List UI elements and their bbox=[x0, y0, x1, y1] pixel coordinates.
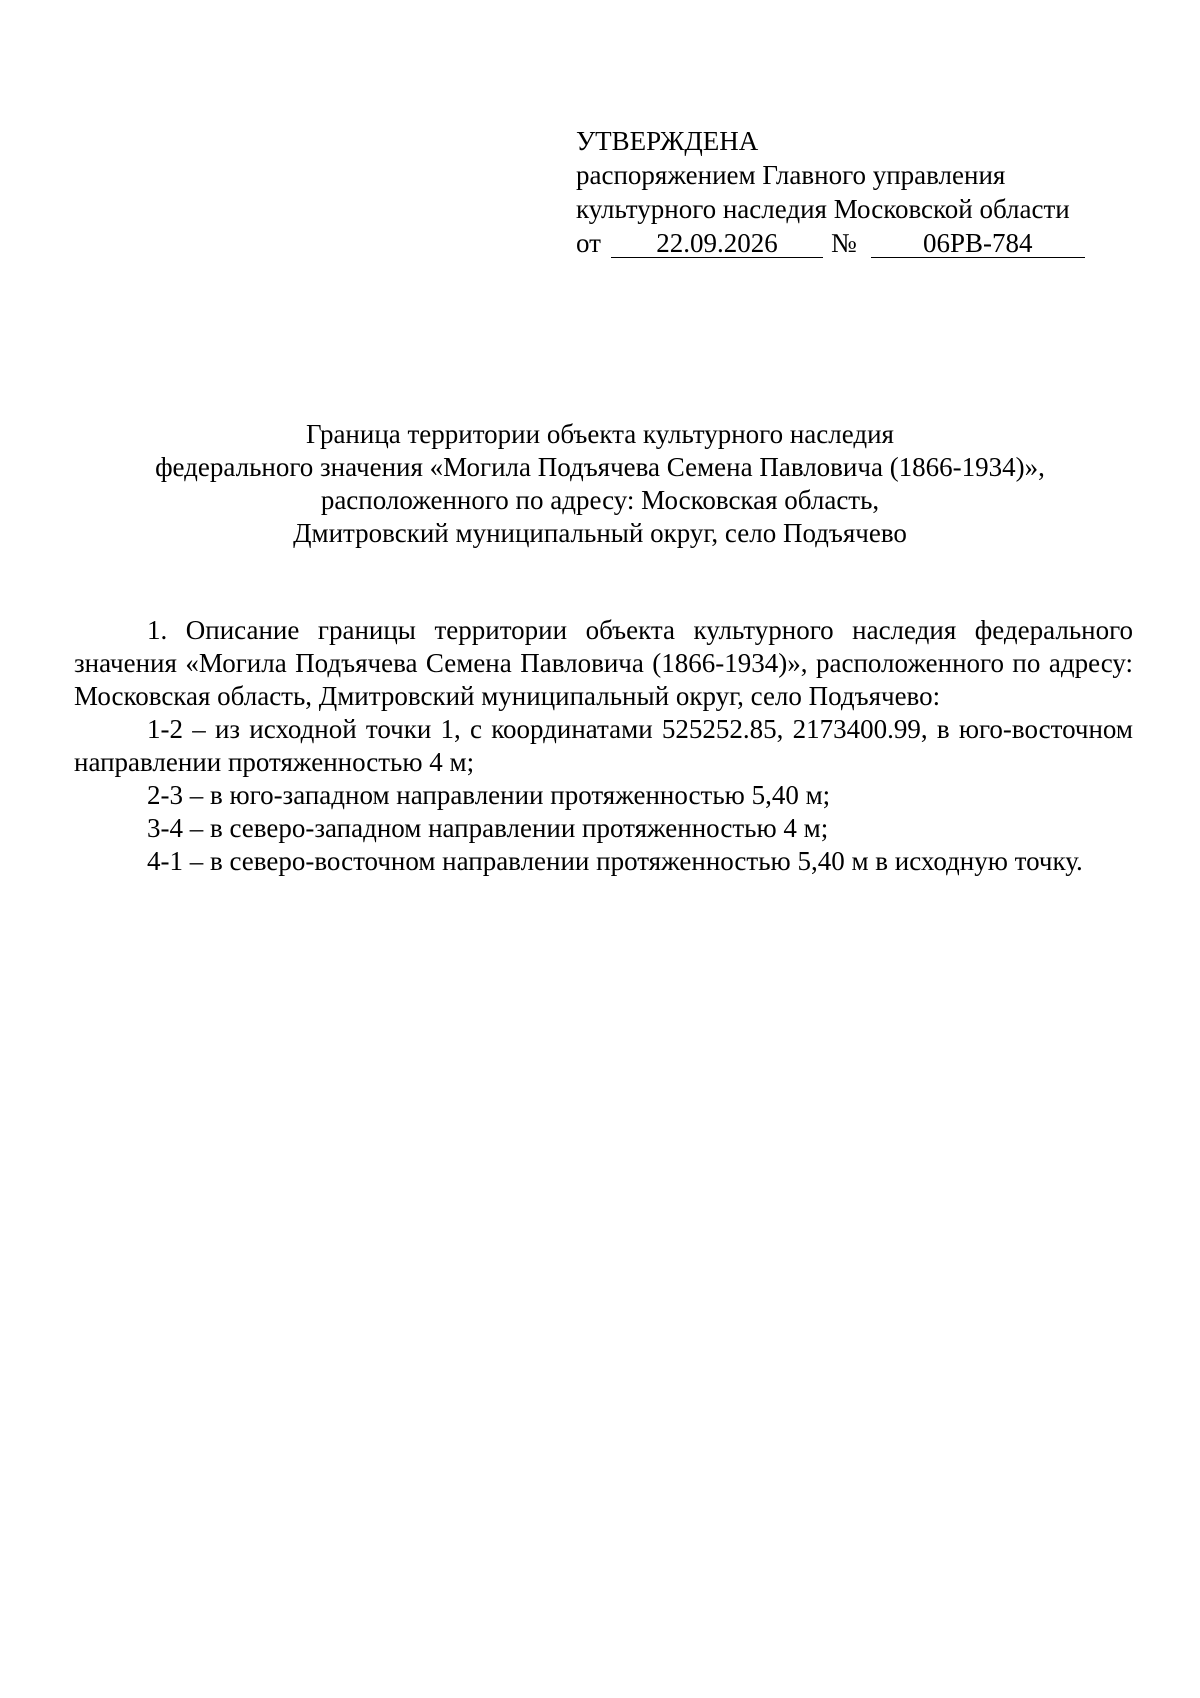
document-title bbox=[60, 418, 1140, 550]
paragraph-segment-4-1: 4-1 – в северо-восточном направлении протяженностью 5,40 м в исходную точку. bbox=[147, 846, 1083, 876]
title-line-2: федерального значения «Могила Подъячева Семена Павловича (1866-1934)», bbox=[155, 452, 1045, 482]
paragraph-description: 1. Описание границы территории объекта культурного наследия федерального значения «Могила Подъячева Семена Павловича (1866-1934)», расположенного по адресу: Московская область, Дмитровский муниципальный округ, село Подъячево: bbox=[74, 615, 1133, 711]
approval-block bbox=[576, 124, 1116, 260]
number-sign: № bbox=[830, 228, 857, 258]
title-line-1: Граница территории объекта культурного наследия bbox=[306, 419, 894, 449]
approval-date: 22.09.2026 bbox=[611, 227, 823, 258]
approval-line-1: распоряжением Главного управления bbox=[576, 160, 1006, 190]
paragraph-segment-3-4: 3-4 – в северо-западном направлении протяженностью 4 м; bbox=[147, 813, 829, 843]
paragraph-segment-2-3: 2-3 – в юго-западном направлении протяженностью 5,40 м; bbox=[147, 780, 831, 810]
approval-heading: УТВЕРЖДЕНА bbox=[576, 126, 759, 156]
title-line-3: расположенного по адресу: Московская область, bbox=[320, 485, 880, 515]
document-body bbox=[74, 614, 1133, 878]
date-prefix: от bbox=[576, 228, 601, 258]
approval-line-2: культурного наследия Московской области bbox=[576, 194, 1070, 224]
approval-number: 06РВ-784 bbox=[871, 227, 1085, 258]
paragraph-segment-1-2: 1-2 – из исходной точки 1, с координатами 525252.85, 2173400.99, в юго-восточном направлении протяженностью 4 м; bbox=[74, 714, 1133, 777]
approval-reference-line bbox=[576, 226, 1116, 260]
title-line-4: Дмитровский муниципальный округ, село Подъячево bbox=[293, 518, 907, 548]
